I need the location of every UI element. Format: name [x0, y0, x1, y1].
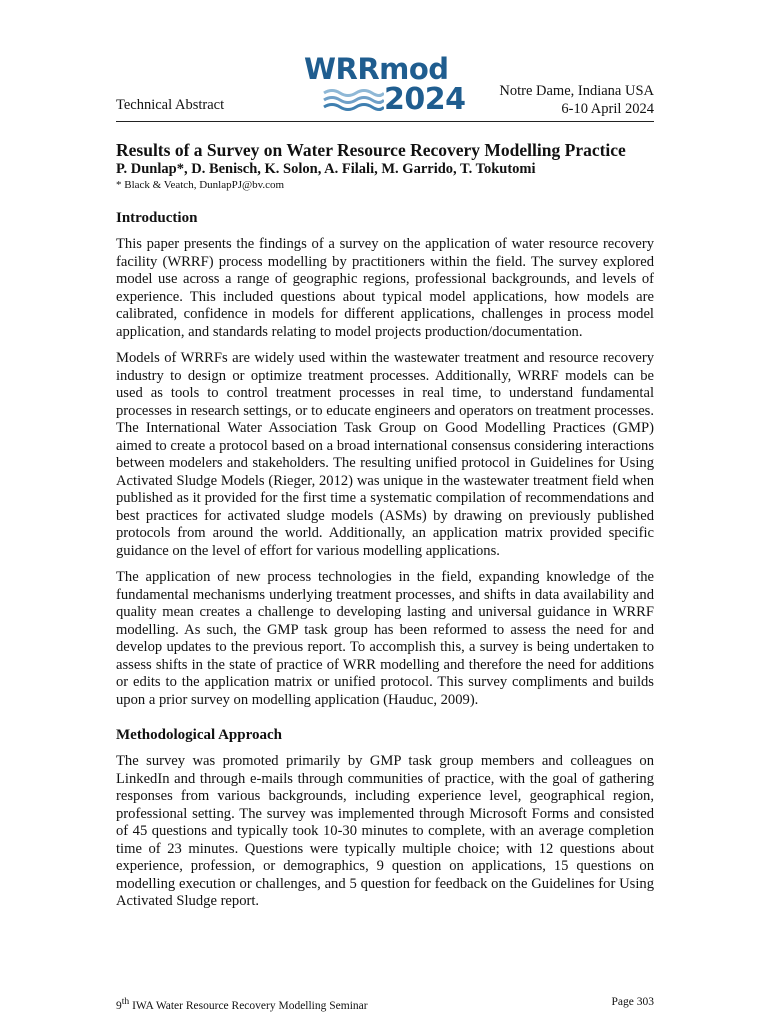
intro-paragraph-2: Models of WRRFs are widely used within the wastewater treatment and resource recovery industry to design or optimize treatment processes. Additionally, WRRF models can be used as tools to control treatment processes in real time, to understand fundamental processes in research settings, or to educate engineers and operators on treatment processes. The International Water Association Task Group on Good Modelling Practices (GMP) aimed to create a protocol based on a broad international consensus considering interactions between modelers and stakeholders. The resulting unified protocol in Guidelines for Using Activated Sludge Models (Rieger, 2012) was unique in the wastewater treatment field when published as it provided for the first time a systematic compilation of recommendations and best practices for activated sludge models (ASMs) by drawing on previously published protocols from around the world. Additionally, an application matrix provided specific guidance on the level of effort for various modelling applications. [116, 350, 654, 559]
author-list: P. Dunlap*, D. Benisch, K. Solon, A. Filali, M. Garrido, T. Tokutomi [116, 161, 536, 177]
section-heading-methodology: Methodological Approach [116, 727, 282, 743]
intro-paragraph-1: This paper presents the findings of a survey on the application of water resource recovery facility (WRRF) process modelling by practitioners within the field. The survey explored model use across a range of geographic regions, professional backgrounds, and levels of experience. This included questions about typical model applications, how models are calibrated, confidence in models for different applications, challenges in process model application, and standards relating to model projects production/documentation. [116, 236, 654, 340]
intro-paragraph-3: The application of new process technologies in the field, expanding knowledge of the fundamental mechanisms underlying treatment processes, and shifts in data availability and quality mean creates a challenge to developing lasting and universal guidance in WRRF modelling. As such, the GMP task group has been reformed to assess the need for and develop updates to the previous report. To accomplish this, a survey is being undertaken to assess shifts in the state of practice of WRR modelling and therefore the need for additions or edits to the application matrix or unified protocol. This survey compliments and builds upon a prior survey on modelling application (Hauduc, 2009). [116, 569, 654, 708]
footer-seminar-title: IWA Water Resource Recovery Modelling Seminar [129, 999, 368, 1012]
abstract-body [116, 140, 654, 911]
header-left-label: Technical Abstract [116, 97, 225, 113]
page-footer [116, 996, 654, 1012]
header-location: Notre Dame, Indiana USA [499, 83, 654, 99]
wave-icon [322, 88, 384, 114]
logo-year: 2024 [384, 82, 466, 117]
footer-seminar-number: 9 [116, 999, 122, 1012]
header-dates: 6-10 April 2024 [561, 101, 654, 117]
affiliation: * Black & Veatch, DunlapPJ@bv.com [116, 179, 285, 191]
wrrmod-logo [300, 52, 485, 117]
header-rule [116, 121, 654, 122]
header-right [499, 82, 654, 118]
paper-title: Results of a Survey on Water Resource Recovery Modelling Practice [116, 140, 626, 160]
footer-seminar-ordinal: th [121, 996, 130, 1007]
methodology-paragraph-1: The survey was promoted primarily by GMP task group members and colleagues on LinkedIn and through e-mails through communities of practice, with the goal of gathering responses from various backgrounds, including experience level, geographical region, professional setting. The survey was implemented through Microsoft Forms and consisted of 45 questions and typically took 10-30 minutes to complete, with an average completion time of 23 minutes. Questions were typically multiple choice; with 12 questions about experience, profession, or demographics, 9 question on applications, 15 questions on modelling execution or challenges, and 5 question for feedback on the Guidelines for Using Activated Sludge report. [116, 753, 654, 909]
section-heading-introduction: Introduction [116, 210, 198, 226]
page-number: Page 303 [611, 996, 654, 1008]
footer-seminar [116, 996, 368, 1012]
logo-title: WRRmod [304, 52, 449, 86]
